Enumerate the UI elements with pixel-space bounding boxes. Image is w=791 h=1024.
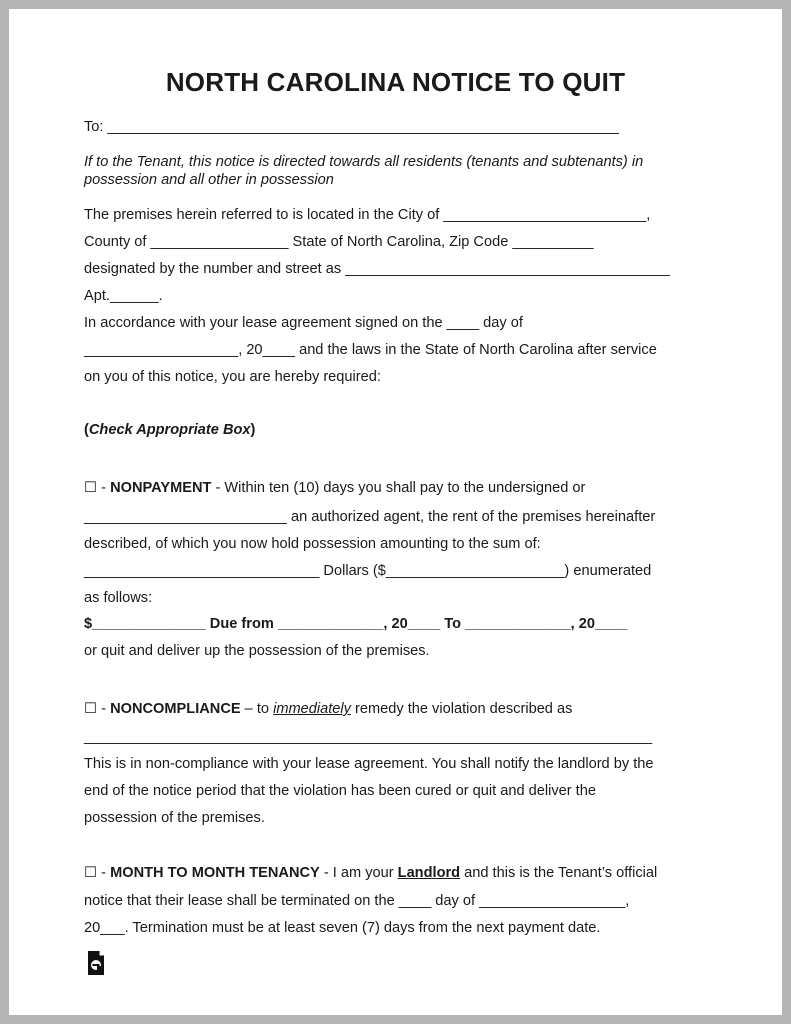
lease-line-1: In accordance with your lease agreement signed on the ____ day of bbox=[84, 315, 523, 331]
nonpayment-line-2: _________________________ an authorized agent, the rent of the premises hereinafter bbox=[84, 509, 656, 525]
paren-open: ( bbox=[84, 422, 89, 438]
dash: - bbox=[97, 865, 111, 881]
noncompliance-line-5: possession of the premises. bbox=[84, 810, 265, 826]
noncompliance-line-4: end of the notice period that the violation has been cured or quit and deliver the bbox=[84, 783, 596, 799]
intro-italic-line-2: possession and all other in possession bbox=[84, 172, 334, 188]
month-to-month-heading-line bbox=[84, 864, 657, 882]
premises-street-line: designated by the number and street as ________________________________________ bbox=[84, 261, 670, 277]
nonpayment-line-5: as follows: bbox=[84, 590, 153, 606]
premises-apt-line: Apt.______. bbox=[84, 288, 163, 304]
noncompliance-checkbox[interactable]: ☐ bbox=[84, 701, 98, 717]
nonpayment-heading-line bbox=[84, 479, 585, 497]
page-title: NORTH CAROLINA NOTICE TO QUIT bbox=[165, 67, 626, 97]
violation-blank-line: ______________________________________________________________________ bbox=[84, 729, 653, 745]
nonpayment-line-4: _____________________________ Dollars ($______________________) enumerated bbox=[84, 563, 652, 579]
month-to-month-line-3: 20___. Termination must be at least seven (7) days from the next payment date. bbox=[84, 920, 601, 936]
document-page bbox=[9, 9, 782, 1015]
nonpayment-amount-line: $______________ Due from _____________, 20____ To _____________, 20____ bbox=[84, 616, 628, 632]
lease-line-2: ___________________, 20____ and the laws in the State of North Carolina after service bbox=[84, 342, 657, 358]
noncompliance-mid-text: – to bbox=[240, 701, 274, 717]
lease-line-3: on you of this notice, you are hereby required: bbox=[84, 369, 381, 385]
noncompliance-line-3: This is in non-compliance with your lease agreement. You shall notify the landlord by the bbox=[84, 756, 654, 772]
nonpayment-line-3: described, of which you now hold possession amounting to the sum of: bbox=[84, 536, 541, 552]
intro-italic-line-1: If to the Tenant, this notice is directed towards all residents (tenants and subtenants) in bbox=[84, 154, 644, 170]
month-to-month-rest-text: and this is the Tenant’s official bbox=[460, 865, 658, 881]
noncompliance-heading-line bbox=[84, 700, 572, 718]
to-line: To: _______________________________________________________________ bbox=[84, 119, 619, 135]
nonpayment-heading: NONPAYMENT bbox=[110, 480, 212, 496]
premises-county-line: County of _________________ State of North Carolina, Zip Code __________ bbox=[84, 234, 594, 250]
noncompliance-rest-text: remedy the violation described as bbox=[350, 701, 573, 717]
nonpayment-checkbox[interactable]: ☐ bbox=[84, 480, 98, 496]
month-to-month-checkbox[interactable]: ☐ bbox=[84, 865, 98, 881]
month-to-month-line-2: notice that their lease shall be terminated on the ____ day of __________________, bbox=[84, 893, 630, 909]
noncompliance-heading: NONCOMPLIANCE bbox=[110, 701, 241, 717]
document-logo-icon bbox=[87, 950, 105, 976]
month-to-month-mid-text: - I am your bbox=[319, 865, 398, 881]
dash: - bbox=[97, 480, 111, 496]
check-label: Check Appropriate Box bbox=[88, 422, 251, 438]
nonpayment-line-1-text: - Within ten (10) days you shall pay to the undersigned or bbox=[211, 480, 586, 496]
premises-city-line: The premises herein referred to is located in the City of _________________________, bbox=[84, 207, 651, 223]
immediately-emphasis: immediately bbox=[273, 701, 351, 717]
nonpayment-line-7: or quit and deliver up the possession of the premises. bbox=[84, 643, 430, 659]
paren-close: ) bbox=[250, 422, 256, 438]
dash: - bbox=[97, 701, 111, 717]
check-appropriate-box-note bbox=[84, 421, 255, 439]
month-to-month-heading: MONTH TO MONTH TENANCY bbox=[110, 865, 320, 881]
landlord-label: Landlord bbox=[397, 865, 461, 881]
document-logo-svg bbox=[87, 950, 105, 976]
